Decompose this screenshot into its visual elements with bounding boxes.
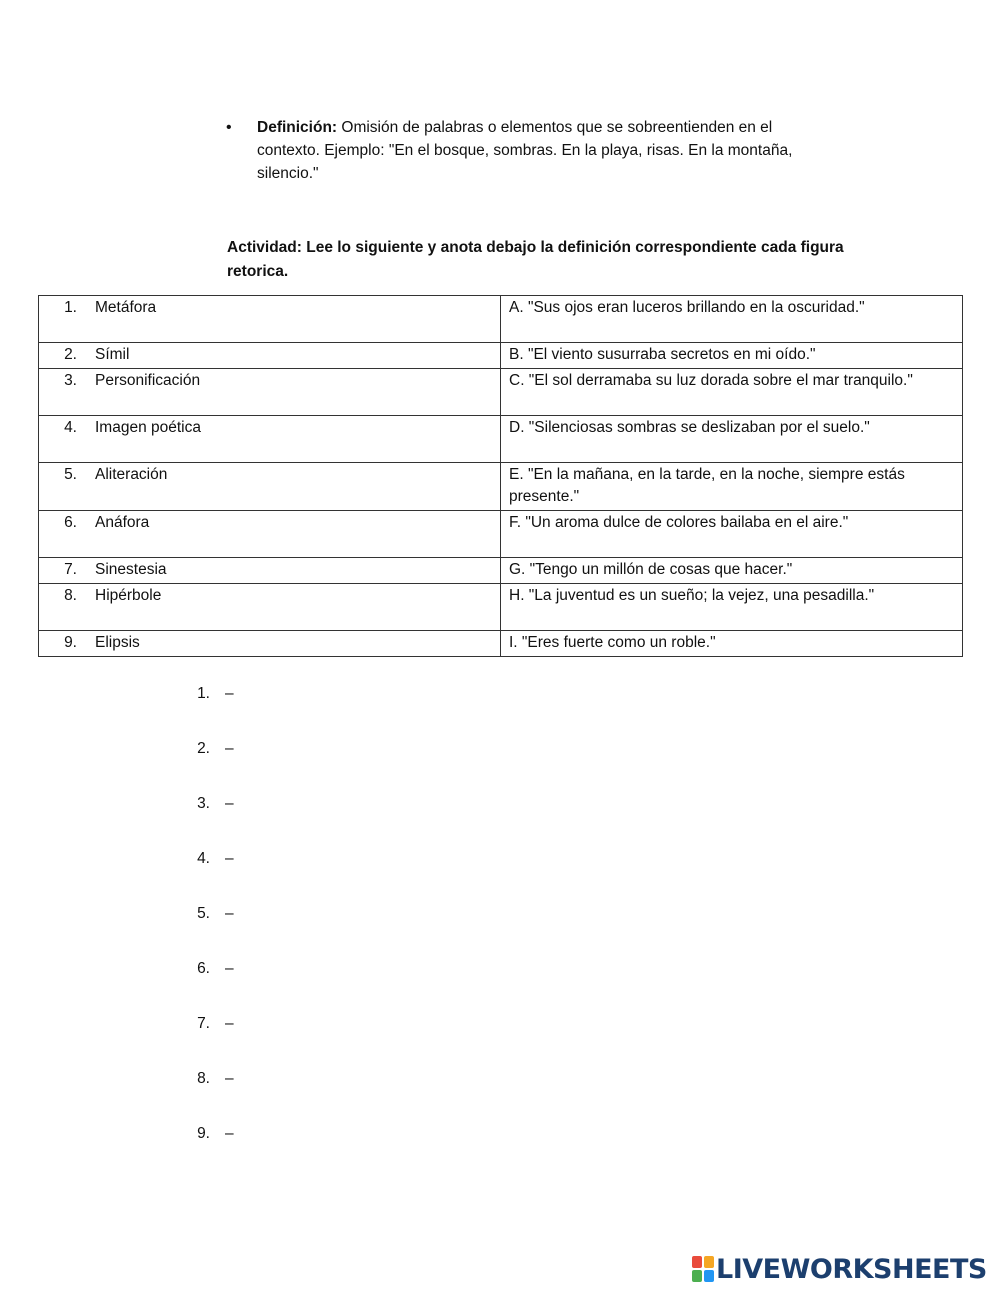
term-label: Sinestesia (95, 561, 167, 578)
bullet-icon: • (226, 119, 232, 136)
answer-item[interactable] (190, 958, 490, 1013)
term-cell (39, 463, 501, 511)
term-number: 5. (64, 466, 77, 483)
answer-item[interactable] (190, 738, 490, 793)
example-cell: B. "El viento susurraba secretos en mi oído." (501, 343, 963, 369)
table-row (39, 511, 963, 558)
term-number: 4. (64, 419, 77, 436)
example-cell: D. "Silenciosas sombras se deslizaban por el suelo." (501, 416, 963, 463)
answer-number: 3. (197, 795, 210, 812)
answer-number: 7. (197, 1015, 210, 1032)
example-cell: G. "Tengo un millón de cosas que hacer." (501, 558, 963, 584)
logo-square-icon (704, 1256, 714, 1268)
answer-item[interactable] (190, 1068, 490, 1123)
answer-number: 8. (197, 1070, 210, 1087)
answer-number: 2. (197, 740, 210, 757)
answer-item[interactable] (190, 848, 490, 903)
example-cell: H. "La juventud es un sueño; la vejez, una pesadilla." (501, 584, 963, 631)
table-row (39, 631, 963, 657)
answer-number: 6. (197, 960, 210, 977)
answer-number: 1. (197, 685, 210, 702)
table-row (39, 558, 963, 584)
definition-body: Omisión de palabras o elementos que se sobreentienden en el contexto. Ejemplo: "En el bosque, sombras. En la playa, risas. En la montaña, silencio." (257, 119, 793, 182)
term-cell (39, 584, 501, 631)
term-label: Metáfora (95, 299, 157, 316)
answer-dash: – (225, 740, 234, 757)
activity-instructions: Actividad: Lee lo siguiente y anota debajo la definición correspondiente cada figura retorica. (227, 239, 844, 280)
answer-item[interactable] (190, 683, 490, 738)
term-number: 9. (64, 634, 77, 651)
logo-text: LIVEWORKSHEETS (716, 1253, 987, 1285)
table-row (39, 369, 963, 416)
answer-dash: – (225, 905, 234, 922)
term-cell (39, 343, 501, 369)
example-cell: I. "Eres fuerte como un roble." (501, 631, 963, 657)
answer-dash: – (225, 850, 234, 867)
answer-dash: – (225, 1125, 234, 1142)
term-cell (39, 296, 501, 343)
liveworksheets-logo-icon (692, 1256, 714, 1282)
term-label: Símil (95, 346, 130, 363)
term-cell (39, 369, 501, 416)
answer-item[interactable] (190, 793, 490, 848)
term-cell (39, 511, 501, 558)
answer-dash: – (225, 1070, 234, 1087)
term-number: 8. (64, 587, 77, 604)
definition-label: Definición: (257, 119, 338, 136)
answer-list (190, 683, 490, 1178)
definition-text (257, 116, 826, 185)
term-label: Hipérbole (95, 587, 162, 604)
example-cell: E. "En la mañana, en la tarde, en la noche, siempre estás presente." (501, 463, 963, 511)
example-cell: A. "Sus ojos eran luceros brillando en la oscuridad." (501, 296, 963, 343)
answer-dash: – (225, 1015, 234, 1032)
table-row (39, 463, 963, 511)
logo-square-icon (692, 1270, 702, 1282)
answer-item[interactable] (190, 1013, 490, 1068)
definition-item (226, 116, 826, 185)
term-number: 3. (64, 372, 77, 389)
answer-dash: – (225, 795, 234, 812)
liveworksheets-logo[interactable] (692, 1254, 987, 1284)
table-row (39, 343, 963, 369)
answer-dash: – (225, 685, 234, 702)
term-label: Personificación (95, 372, 201, 389)
term-number: 7. (64, 561, 77, 578)
answer-item[interactable] (190, 1123, 490, 1178)
term-number: 1. (64, 299, 77, 316)
term-cell (39, 558, 501, 584)
logo-square-icon (692, 1256, 702, 1268)
logo-square-icon (704, 1270, 714, 1282)
example-cell: F. "Un aroma dulce de colores bailaba en el aire." (501, 511, 963, 558)
term-label: Aliteración (95, 466, 168, 483)
term-label: Imagen poética (95, 419, 201, 436)
answer-number: 4. (197, 850, 210, 867)
matching-table (38, 295, 963, 657)
answer-item[interactable] (190, 903, 490, 958)
term-cell (39, 416, 501, 463)
answer-number: 5. (197, 905, 210, 922)
table-row (39, 416, 963, 463)
answer-number: 9. (197, 1125, 210, 1142)
term-label: Elipsis (95, 634, 140, 651)
term-cell (39, 631, 501, 657)
term-number: 6. (64, 514, 77, 531)
table-row (39, 296, 963, 343)
term-number: 2. (64, 346, 77, 363)
table-row (39, 584, 963, 631)
example-cell: C. "El sol derramaba su luz dorada sobre el mar tranquilo." (501, 369, 963, 416)
term-label: Anáfora (95, 514, 150, 531)
answer-dash: – (225, 960, 234, 977)
